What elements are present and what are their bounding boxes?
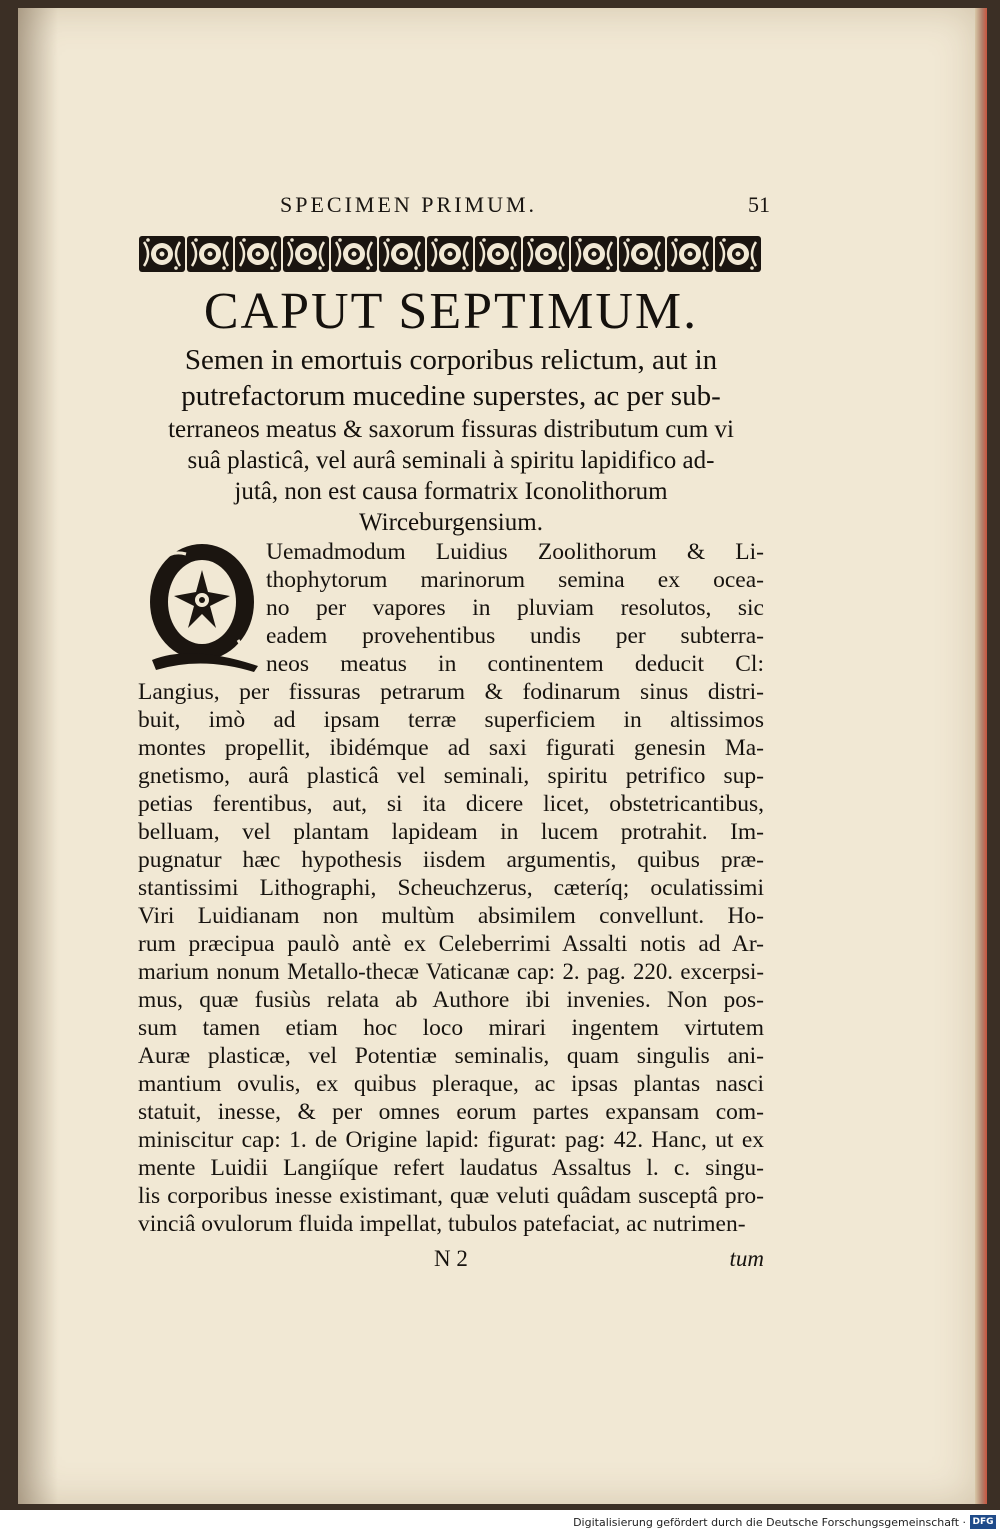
body-line: statuit, inesse, & per omnes eorum partes expansam com- [138, 1099, 764, 1125]
summary-line: terraneos meatus & saxorum fissuras distributum cum vi [168, 416, 734, 443]
body-line: sum tamen etiam hoc loco mirari ingentem virtutem [138, 1015, 764, 1041]
summary-line: putrefactorum mucedine superstes, ac per sub- [181, 380, 721, 412]
catchword: tum [729, 1246, 764, 1271]
page-gutter-shadow [18, 8, 58, 1504]
body-line: gnetismo, aurâ plasticâ vel seminali, spiritu petrifico sup- [138, 763, 764, 789]
footer-credit: Digitalisierung gefördert durch die Deutsche Forschungsgemeinschaft · [573, 1516, 966, 1529]
body-line: neos meatus in continentem deducit Cl: [266, 651, 764, 677]
floral-headpiece-icon [138, 232, 764, 276]
body-line: marium nonum Metallo-thecæ Vaticanæ cap: 2. pag. 220. excerpsi- [138, 959, 764, 984]
page-number: 51 [748, 192, 770, 217]
chapter-summary [138, 342, 764, 538]
body-line: thophytorum marinorum semina ex ocea- [266, 567, 764, 593]
body-line: belluam, vel plantam lapideam in lucem protrahit. Im- [138, 819, 764, 845]
dfg-logo-icon: DFG [970, 1515, 996, 1529]
body-line: Langius, per fissuras petrarum & fodinarum sinus distri- [138, 679, 764, 705]
body-line: miniscitur cap: 1. de Origine lapid: figurat: pag: 42. Hanc, ut ex [138, 1127, 764, 1153]
body-line: mente Luidii Langiíque refert laudatus Assaltus l. c. singu- [138, 1155, 764, 1181]
summary-line: jutâ, non est causa formatrix Iconolithorum [234, 478, 668, 505]
chapter-title: CAPUT SEPTIMUM. [203, 283, 699, 340]
body-line: Viri Luidianam non multùm absimilem convellunt. Ho- [138, 903, 764, 929]
digitization-footer [0, 1510, 1000, 1537]
body-line: pugnatur hæc hypothesis iisdem argumentis, quibus præ- [138, 847, 764, 873]
body-line: no per vapores in pluviam resolutos, sic [266, 595, 764, 621]
body-line: rum præcipua paulò antè ex Celeberrimi Assalti notis ad Ar- [138, 931, 764, 957]
body-line: mantium ovulis, ex quibus pleraque, ac ipsas plantas nasci [138, 1071, 764, 1097]
body-text [138, 538, 764, 1238]
page-foot [138, 1246, 764, 1276]
body-line: stantissimi Lithographi, Scheuchzerus, cæteríq; oculatissimi [138, 875, 764, 901]
body-line: montes propellit, ibidémque ad saxi figurati genesin Ma- [138, 735, 764, 761]
body-line: eadem provehentibus undis per subterra- [266, 623, 764, 649]
running-title: SPECIMEN PRIMUM. [280, 192, 538, 217]
summary-line: Wirceburgensium. [359, 509, 543, 536]
body-line: vinciâ ovulorum fluida impellat, tubulos patefaciat, ac nutrimen- [138, 1211, 746, 1237]
body-line: mus, quæ fusiùs relata ab Authore ibi invenies. Non pos- [138, 987, 764, 1013]
summary-line: suâ plasticâ, vel aurâ seminali à spiritu lapidifico ad- [187, 447, 715, 474]
signature-mark: N 2 [434, 1246, 468, 1271]
body-line: Auræ plasticæ, vel Potentiæ seminalis, quam singulis ani- [138, 1043, 764, 1069]
body-line: petias ferentibus, aut, si ita dicere licet, obstetricantibus, [138, 791, 764, 817]
summary-line: Semen in emortuis corporibus relictum, aut in [184, 344, 718, 376]
running-head [280, 192, 770, 226]
body-line: lis corporibus inesse existimant, quæ veluti quâdam susceptâ pro- [138, 1183, 764, 1209]
body-line: buit, imò ad ipsam terræ superficiem in altissimos [138, 707, 764, 733]
body-line: Uemadmodum Luidius Zoolithorum & Li- [266, 539, 764, 565]
page-edge [975, 8, 987, 1504]
